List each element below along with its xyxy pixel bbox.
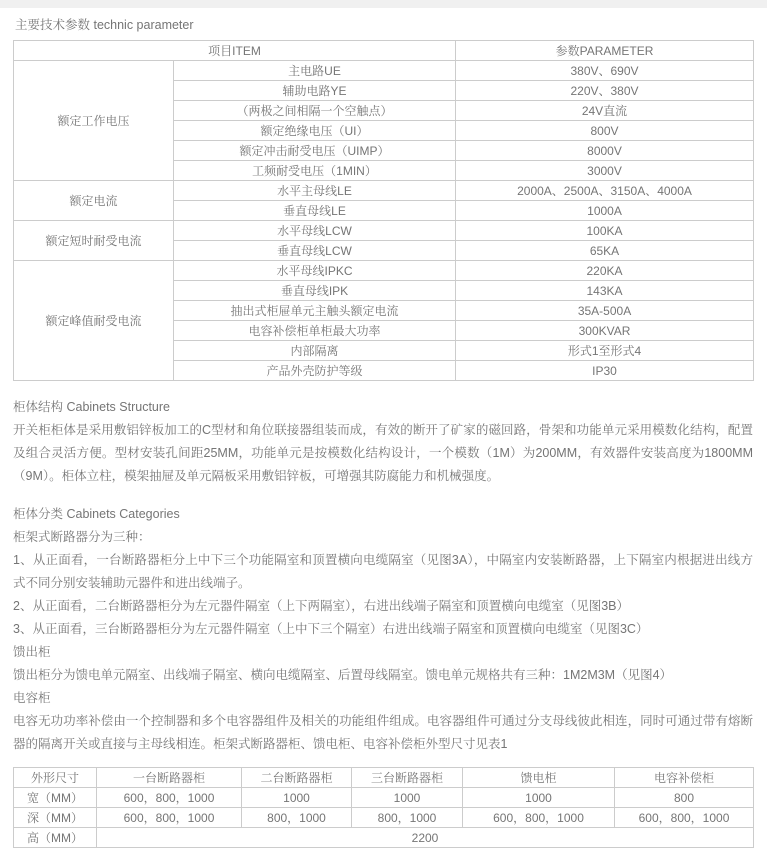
dims-span-value: 2200: [97, 828, 754, 848]
dims-value-cell: 1000: [242, 788, 352, 808]
dims-row: [14, 788, 754, 808]
spec-row: [14, 221, 754, 241]
spec-value-cell: 65KA: [456, 241, 754, 261]
spec-group-label: 额定电流: [14, 181, 174, 221]
dims-value-cell: 600，800，1000: [97, 808, 242, 828]
spec-item-cell: 辅助电路YE: [174, 81, 456, 101]
capacitor-cabinet-heading: 电容柜: [13, 691, 51, 705]
spec-row: [14, 261, 754, 281]
dims-value-cell: 600，800，1000: [463, 808, 615, 828]
dims-header-cell: 电容补偿柜: [615, 768, 754, 788]
spec-item-cell: 水平母线LCW: [174, 221, 456, 241]
dims-value-cell: 1000: [352, 788, 463, 808]
spec-value-cell: 143KA: [456, 281, 754, 301]
spec-item-cell: （两极之间相隔一个空触点）: [174, 101, 456, 121]
spec-group-label: 额定工作电压: [14, 61, 174, 181]
page-content: [13, 15, 753, 848]
category-item: 2、从正面看，二台断路器柜分为左元器件隔室（上下两隔室），右进出线端子隔室和顶置横向电缆室（见图3B）: [13, 599, 629, 613]
spec-value-cell: 8000V: [456, 141, 754, 161]
feeder-cabinet-description: 馈出柜分为馈电单元隔室、出线端子隔室、横向电缆隔室、后置母线隔室。馈电单元规格共有三种：1M2M3M（见图4）: [13, 668, 673, 682]
spec-header-row: [14, 41, 754, 61]
categories-intro: 柜架式断路器分为三种：: [13, 530, 151, 544]
spec-item-cell: 产品外壳防护等级: [174, 361, 456, 381]
category-item: 3、从正面看，三台断路器柜分为左元器件隔室（上中下三个隔室）右进出线端子隔室和顶置横向电缆室（见图3C）: [13, 622, 649, 636]
dims-value-cell: 600，800，1000: [615, 808, 754, 828]
capacitor-cabinet-description: 电容无功功率补偿由一个控制器和多个电容器组件及相关的功能组件组成。电容器组件可通过分支母线彼此相连，同时可通过带有熔断器的隔离开关或直接与主母线相连。柜架式断路器柜、馈电柜、电容补偿柜外型尺寸见表1: [13, 714, 753, 751]
spec-item-cell: 抽出式柜屉单元主触头额定电流: [174, 301, 456, 321]
spec-item-cell: 额定绝缘电压（UI）: [174, 121, 456, 141]
spec-value-cell: 35A-500A: [456, 301, 754, 321]
feeder-cabinet-heading: 馈出柜: [13, 645, 51, 659]
dims-row: [14, 828, 754, 848]
spec-value-cell: 3000V: [456, 161, 754, 181]
spec-value-cell: 380V、690V: [456, 61, 754, 81]
category-item-list: [13, 549, 753, 641]
spec-value-cell: 800V: [456, 121, 754, 141]
technical-parameters-table: [13, 40, 754, 381]
spec-group-label: 额定峰值耐受电流: [14, 261, 174, 381]
dims-header-cell: 馈电柜: [463, 768, 615, 788]
cabinets-structure-paragraph: 开关柜柜体是采用敷铝锌板加工的C型材和角位联接器组装而成，有效的断开了矿家的磁回路，骨架和功能单元采用模数化结构，配置及组合灵活方便。型材安装孔间距25MM，功能单元是按模数化结构设计，一个模数（1M）为200MM，有效器件安装高度为1800MM（9M）。柜体立柱，模架抽屉及单元隔板采用敷铝锌板，可增强其防腐能力和机械强度。: [13, 423, 753, 483]
spec-value-cell: 220KA: [456, 261, 754, 281]
category-item: 1、从正面看，一台断路器柜分上中下三个功能隔室和顶置横向电缆隔室（见图3A），中隔室内安装断路器，上下隔室内根据进出线方式不同分别安装辅助元器件和进出线端子。: [13, 553, 753, 590]
spec-item-cell: 水平母线IPKC: [174, 261, 456, 281]
spec-item-cell: 工频耐受电压（1MIN）: [174, 161, 456, 181]
spec-item-cell: 内部隔离: [174, 341, 456, 361]
spec-value-cell: 形式1至形式4: [456, 341, 754, 361]
spec-value-cell: IP30: [456, 361, 754, 381]
spec-item-cell: 垂直母线LCW: [174, 241, 456, 261]
dims-value-cell: 600，800，1000: [97, 788, 242, 808]
dims-value-cell: 800，1000: [242, 808, 352, 828]
dims-header-cell: 三台断路器柜: [352, 768, 463, 788]
spec-value-cell: 220V、380V: [456, 81, 754, 101]
spec-group-label: 额定短时耐受电流: [14, 221, 174, 261]
dims-row-label: 深（MM）: [14, 808, 97, 828]
dims-header-row: [14, 768, 754, 788]
spec-item-cell: 垂直母线LE: [174, 201, 456, 221]
section-heading-cabinets-categories: 柜体分类 Cabinets Categories: [13, 507, 180, 521]
spec-header-item: 项目ITEM: [14, 41, 456, 61]
dims-value-cell: 800，1000: [352, 808, 463, 828]
dims-value-cell: 1000: [463, 788, 615, 808]
dims-row-label: 宽（MM）: [14, 788, 97, 808]
spec-item-cell: 垂直母线IPK: [174, 281, 456, 301]
spec-item-cell: 水平主母线LE: [174, 181, 456, 201]
spec-value-cell: 1000A: [456, 201, 754, 221]
page-title: 主要技术参数 technic parameter: [15, 18, 194, 32]
spec-value-cell: 2000A、2500A、3150A、4000A: [456, 181, 754, 201]
dims-header-cell: 二台断路器柜: [242, 768, 352, 788]
dims-row-label: 高（MM）: [14, 828, 97, 848]
spec-value-cell: 24V直流: [456, 101, 754, 121]
dims-header-cell: 外形尺寸: [14, 768, 97, 788]
section-heading-cabinets-structure: 柜体结构 Cabinets Structure: [13, 400, 170, 414]
spec-value-cell: 100KA: [456, 221, 754, 241]
spec-item-cell: 额定冲击耐受电压（UIMP）: [174, 141, 456, 161]
dims-row: [14, 808, 754, 828]
spec-value-cell: 300KVAR: [456, 321, 754, 341]
spec-row: [14, 181, 754, 201]
dims-value-cell: 800: [615, 788, 754, 808]
page-top-bar: [0, 0, 767, 8]
spec-item-cell: 主电路UE: [174, 61, 456, 81]
spec-header-parameter: 参数PARAMETER: [456, 41, 754, 61]
spec-row: [14, 61, 754, 81]
spec-item-cell: 电容补偿柜单柜最大功率: [174, 321, 456, 341]
dims-header-cell: 一台断路器柜: [97, 768, 242, 788]
